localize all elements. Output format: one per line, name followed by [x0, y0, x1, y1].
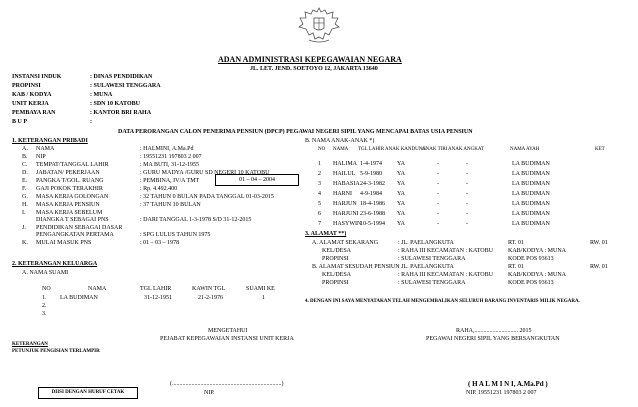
child-cell-ayah: LA BUDIMAN [512, 201, 550, 207]
addr-rw: RW. 01 [590, 264, 608, 270]
child-cell-tiri: - [437, 171, 439, 177]
cell-no: 3. [42, 311, 47, 317]
child-cell-tiri: - [437, 181, 439, 187]
garuda-emblem-icon [297, 4, 341, 46]
child-cell-lahir: 23-6-1988 [360, 211, 385, 217]
cell-ke: 1 [262, 295, 265, 301]
sign-right-line1: RAHA,............................. 2015 [456, 328, 532, 334]
child-cell-nama: HALIMA [333, 161, 357, 167]
child-cell-angkat: - [466, 161, 468, 167]
addr-rw: RW. 01 [590, 240, 608, 246]
sign-left-line1: MENGETAHUI [208, 328, 248, 334]
agency-address: JL. LET. JEND. SOETOYO 12, JAKARTA 13640 [250, 66, 378, 72]
row-value: : DARI TANGGAL 1-3-1978 S/D 31-12-2015 [140, 217, 252, 223]
sign-right-nip: NIP. 19551231 197803 2 007 [466, 390, 537, 396]
child-cell-tiri: - [437, 191, 439, 197]
info-label: PEMBAYA RAN [12, 110, 56, 116]
row-value: : SPG LULUS TAHUN 1975 [140, 232, 211, 238]
col-header: KET [595, 147, 605, 152]
child-cell-no: 1 [318, 161, 321, 167]
sign-left-nip: NIP. [204, 390, 215, 396]
child-cell-kandung: YA [397, 181, 406, 187]
row-label: JABATAN/ PEKERJAAN [36, 170, 100, 176]
addr-kab: KAB/KODYA : MUNA [508, 248, 567, 254]
child-cell-ayah: LA BUDIMAN [512, 171, 550, 177]
row-label: NAMA [36, 146, 55, 152]
row-label: MASA KERJA SEBELUM [36, 210, 103, 216]
info-label: INSTANSI INDUK [12, 74, 62, 80]
agency-title: ADAN ADMINISTRASI KEPEGAWAIAN NEGARA [218, 55, 402, 64]
main-title: DATA PERORANGAN CALON PENERIMA PENSIUN (DPCP) PEGAWAI NEGERI SIPIL YANG MENCAPAI BATAS USIA PENSIUN [118, 129, 473, 135]
row-value: : 19551231 197803 2 007 [140, 154, 202, 160]
child-cell-lahir: 24-3-1982 [360, 181, 385, 187]
row-label: DIANGKA T SEBAGAI PNS [36, 217, 109, 223]
row-letter: B. [22, 154, 28, 160]
footnote-text: PETUNJUK PENGISIAN TERLAMPIR [12, 349, 100, 354]
tmt-date-box: 01 – 04 – 2004 [215, 174, 299, 186]
info-label: UNIT KERJA [12, 101, 49, 107]
child-cell-nama: HARJUNI [333, 211, 359, 217]
row-letter: E. [22, 178, 28, 184]
addr-label: A. ALAMAT SEKARANG [312, 240, 379, 246]
col-header: NO [42, 286, 51, 292]
row-letter: C. [22, 162, 28, 168]
row-label: PENGANGKATAN PERTAMA [36, 232, 114, 238]
addr-kab: KAB/KODYA : MUNA [508, 272, 567, 278]
child-cell-lahir: 10-5-1994 [360, 221, 385, 227]
addr-value: : JL. PAELANGKUTA [398, 240, 454, 246]
addr-kel: KEL/DESA [322, 272, 351, 278]
child-cell-angkat: - [466, 211, 468, 217]
child-cell-nama: HARNI [333, 191, 352, 197]
husband-subheading: A. NAMA SUAMI [22, 270, 69, 276]
child-cell-angkat: - [466, 181, 468, 187]
child-cell-kandung: YA [397, 201, 406, 207]
col-header: NAMA AYAH [510, 147, 540, 152]
addr-prop-value: : SULAWESI TENGGARA [398, 256, 466, 262]
footnote-title: KETERANGAN [12, 342, 48, 347]
row-label: GAJI POKOK TERAKHIR [36, 186, 103, 192]
addr-kel-value: : RAHA III KECAMATAN : KATOBU [398, 248, 493, 254]
child-cell-tiri: - [437, 211, 439, 217]
child-cell-no: 6 [318, 211, 321, 217]
addr-rt: RT. 01 [508, 264, 524, 270]
child-cell-lahir: 18-4-1986 [360, 201, 385, 207]
child-cell-angkat: - [466, 201, 468, 207]
row-letter: H. [22, 202, 28, 208]
row-letter: G. [22, 194, 28, 200]
row-label: MULAI MASUK PNS [36, 240, 92, 246]
cell-no: 1. [42, 295, 47, 301]
row-letter: F. [22, 186, 27, 192]
row-value: : 37 TAHUN 10 BULAN [140, 202, 201, 208]
row-label: NIP [36, 154, 46, 160]
info-value: : KANTOR BRI RAHA [90, 110, 152, 116]
child-cell-no: 2 [318, 171, 321, 177]
col-header: TGL LAHIR [358, 147, 385, 152]
child-cell-ayah: LA BUDIMAN [512, 161, 550, 167]
child-cell-tiri: - [437, 221, 439, 227]
child-cell-nama: HASYWIN [333, 221, 362, 227]
cell-no: 2. [42, 303, 47, 309]
col-header: NO [318, 147, 326, 152]
child-cell-angkat: - [466, 171, 468, 177]
col-header: TGL LAHIR [140, 286, 172, 292]
info-value: : DINAS PENDIDIKAN [90, 74, 153, 80]
row-value: : 01 – 03 – 1978 [140, 240, 180, 246]
row-letter: J. [22, 225, 26, 231]
cell-nama: LA BUDIMAN [60, 295, 98, 301]
addr-kode: KODE POS 93613 [508, 280, 554, 286]
info-value: : SULAWESI TENGGARA [90, 83, 161, 89]
addr-prop-value: : SULAWESI TENGGARA [398, 280, 466, 286]
child-cell-tiri: - [437, 201, 439, 207]
address-heading: 3. ALAMAT **) [305, 231, 347, 237]
child-cell-no: 4 [318, 191, 321, 197]
addr-label: B. ALAMAT SESUDAH PENSIUN [312, 264, 400, 270]
child-cell-kandung: YA [397, 171, 406, 177]
addr-value: : JL. PAELANGKUTA [398, 264, 454, 270]
sign-left-name: (.........................................................................) [170, 381, 284, 387]
addr-kel: KEL/DESA [322, 248, 351, 254]
col-header: NAMA [333, 147, 349, 152]
child-cell-kandung: YA [397, 221, 406, 227]
row-letter: D. [22, 170, 28, 176]
child-cell-nama: HAILUL [333, 171, 356, 177]
child-cell-nama: HABASIA [333, 181, 360, 187]
addr-prop: PROPINSI [322, 256, 349, 262]
info-value: : MUNA [90, 92, 113, 98]
child-cell-no: 3 [318, 181, 321, 187]
row-label: MASA KERJA PENSIUN [36, 202, 100, 208]
col-header: SUAMI KE [246, 286, 275, 292]
col-header: ANAK KANDUNG [385, 147, 426, 152]
info-label: KAB / KODYA [12, 92, 52, 98]
col-header: NAMA [88, 286, 107, 292]
child-cell-tiri: - [437, 161, 439, 167]
child-cell-ayah: LA BUDIMAN [512, 181, 550, 187]
child-cell-nama: HARJUN [333, 201, 357, 207]
sign-left-line2: PEJABAT KEPEGAWAIAN INSTANSI UNIT KERJA [160, 336, 294, 342]
sign-right-name: ( H A L M I N I, A.Ma.Pd ) [468, 380, 548, 388]
print-instruction-box: DIISI DENGAN HURUF CETAK [38, 387, 138, 399]
cell-lahir: 31-12-1951 [144, 295, 172, 301]
row-value: : PEMBINA, IV/A TMT [140, 178, 200, 184]
child-cell-ayah: LA BUDIMAN [512, 191, 550, 197]
row-value: : 32 TAHUN 0 BULAN PADA TANGGAL 01-03-2015 [140, 194, 274, 200]
child-cell-kandung: YA [397, 211, 406, 217]
row-letter: A. [22, 146, 28, 152]
child-cell-kandung: YA [397, 161, 406, 167]
child-cell-lahir: 5-9-1980 [360, 171, 382, 177]
section1-heading: 1. KETERANGAN PRIBADI [12, 138, 88, 144]
child-cell-no: 5 [318, 201, 321, 207]
addr-kode: KODE POS 93613 [508, 256, 554, 262]
addr-rt: RT. 01 [508, 240, 524, 246]
info-label: B U P [12, 119, 27, 125]
row-label: PENDIDIKAN SEBAGAI DASAR [36, 225, 123, 231]
row-label: PANGKA T/GOL. RUANG [36, 178, 104, 184]
row-label: MASA KERJA GOLONGAN [36, 194, 109, 200]
section2-heading: 2. KETERANGAN KELUARGA [12, 261, 98, 267]
info-value: : [90, 119, 92, 125]
child-cell-lahir: 1-4-1974 [360, 161, 382, 167]
row-value: : GURU MADYA /GURU SD NEGERI 10 KATOBU [140, 170, 270, 176]
row-label: TEMPAT/TANGGAL LAHIR [36, 162, 109, 168]
child-cell-kandung: YA [397, 191, 406, 197]
addr-prop: PROPINSI [322, 280, 349, 286]
col-header: ANAK TIRI [422, 147, 448, 152]
col-header: KAWIN TGL [192, 286, 226, 292]
child-cell-angkat: - [466, 221, 468, 227]
child-cell-ayah: LA BUDIMAN [512, 221, 550, 227]
child-cell-lahir: 4-9-1984 [360, 191, 382, 197]
info-label: PROPINSI [12, 83, 41, 89]
row-value: : MA BUTI, 31-12-1955 [140, 162, 199, 168]
row-letter: K. [22, 240, 28, 246]
info-value: : SDN 10 KATOBU [90, 101, 140, 107]
children-heading: B. NAMA ANAK-ANAK *) [305, 138, 375, 144]
inventory-statement: 4. DENGAN INI SAYA MENYATAKAN TELAH MENGEMBALIKAN SELURUH BARANG INVENTARIS MILIK NEGARA. [305, 299, 580, 304]
row-letter: I. [22, 210, 26, 216]
child-cell-ayah: LA BUDIMAN [512, 211, 550, 217]
child-cell-no: 7 [318, 221, 321, 227]
cell-kawin: 21-2-1976 [198, 295, 223, 301]
row-value: : HALMINI, A.Ma.Pd [140, 146, 194, 152]
addr-kel-value: : RAHA III KECAMATAN : KATOBU [398, 272, 493, 278]
child-cell-angkat: - [466, 191, 468, 197]
row-value: : Rp. 4.492.400 [140, 186, 178, 192]
sign-right-line2: PEGAWAI NEGERI SIPIL YANG BERSANGKUTAN [426, 336, 560, 342]
col-header: ANAK ANGKAT [448, 147, 484, 152]
